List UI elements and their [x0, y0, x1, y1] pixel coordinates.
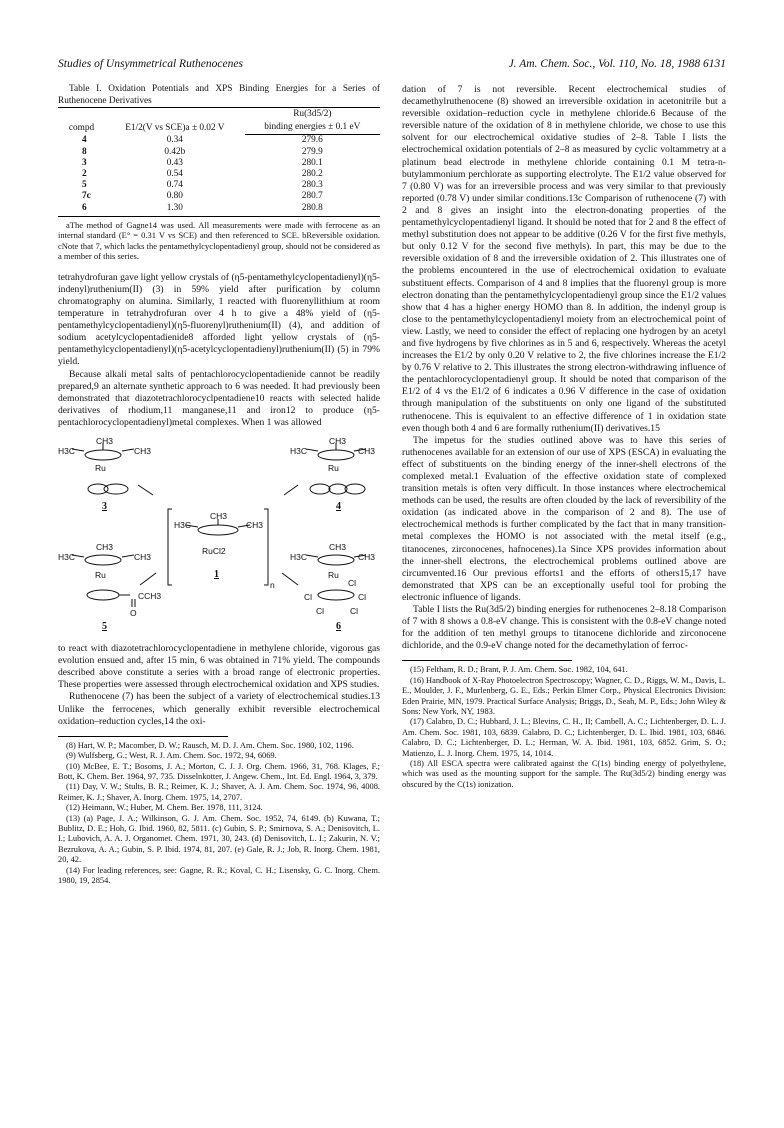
label-cl: Cl [350, 606, 359, 617]
label-h3c: H3C [290, 446, 308, 457]
label-ch3: CH3 [96, 436, 114, 447]
label-ch3: CH3 [96, 542, 114, 553]
cell-be: 280.3 [301, 180, 323, 191]
footnotes-right [402, 665, 726, 790]
cell-e: 0.43 [166, 157, 183, 168]
label-ch3: CH3 [329, 436, 347, 447]
label-h3c: H3C [58, 446, 76, 457]
footnote-rule [402, 660, 572, 661]
footnote: (16) Handbook of X-Ray Photoelectron Spectroscopy; Wagner, C. D., Riggs, W. M., Davis, L. E., Moulder, J. F., Murlenberg, G. E., Eds.; Perkin Elmer Corp., Physical Electronics Division: Eden Prairie, MN, 1979. Practical Surface Analysis; Briggs, D., Seah, M. P., Eds.; John Wiley & Sons: New York, NY, 1983. [402, 675, 726, 717]
label-ch3: CH3 [358, 552, 376, 563]
footnote: (15) Feltham, R. D.; Brant, P. J. Am. Chem. Soc. 1982, 104, 641. [410, 665, 628, 675]
label-ch3: CH3 [329, 542, 347, 553]
cell-be: 280.8 [245, 203, 380, 217]
label-ch3: CH3 [246, 520, 264, 531]
table-row [58, 191, 380, 202]
col-e12: E1/2(V vs SCE)a ± 0.02 V [105, 108, 245, 135]
footnote: (14) For leading references, see: Gagne, R. R.; Koval, C. H.; Lisensky, G. C. Inorg. Chem. 1980, 19, 2854. [58, 865, 380, 885]
table-caption: Table I. Oxidation Potentials and XPS Binding Energies for a Series of Ruthenocene Derivatives [58, 84, 380, 106]
label-h3c: H3C [174, 520, 192, 531]
label-ch3: CH3 [134, 552, 152, 563]
paragraph: to react with diazotetrachlorocyclopentadiene in methylene chloride, vigorous gas evolution ensued and, after 15 min, 6 was obtained in 71% yield. The compounds described above constitute a series with a broad range of electronic properties. These properties were assessed through electrochemical oxidation and XPS studies. [58, 643, 380, 691]
label-h3c: H3C [58, 552, 76, 563]
compound-number: 6 [336, 621, 341, 633]
footnotes-left [58, 741, 380, 887]
col-be: binding energies ± 0.1 eV [245, 121, 380, 135]
cell-compd: 3 [82, 157, 87, 168]
label-rucl2: RuCl2 [202, 546, 226, 557]
label-cl: Cl [316, 606, 325, 617]
cell-be: 280.7 [301, 191, 323, 202]
cell-e: 0.34 [166, 135, 183, 146]
label-ch3: CH3 [210, 511, 228, 522]
label-ch3: CH3 [134, 446, 152, 457]
footnote: (9) Wulfsberg, G.; West, R. J. Am. Chem. Soc. 1972, 94, 6069. [66, 751, 277, 761]
footnote-rule [58, 736, 228, 737]
col-compd: compd [58, 108, 105, 135]
label-ru: Ru [95, 463, 106, 474]
header-title: Studies of Unsymmetrical Ruthenocenes [58, 58, 243, 70]
paragraph: The impetus for the studies outlined above was to have this series of ruthenocenes available for an extension of our use of XPS (ESCA) in evaluating the effect of substituents on the binding energy of the inner-shell electrons of the complexed metal.1 Evaluation of the effective oxidation state of complexed transition metals is often very difficult. In those instances where electrochemical methods can be used, the results are often clouded by the lack of reversibility of the oxidation (as indicated above in the comparison of 2 and 8). The use of electrochemical methods is further complicated by the fact that in many transition-metal complexes the HOMO is not associated with the metal itself (e.g., titanocenes, zirconocenes, hafnocenes).1a Since XPS provides information about the inner-shell electrons, the electrochemical problems outlined above are circumvented.16 Our previous efforts1 and the efforts of others15,17 have demonstrated that XPS can be an exceptionally useful tool for probing the electronic influence of ligands. [402, 434, 726, 603]
footnote: (8) Hart, W. P.; Macomber, D. W.; Rausch, M. D. J. Am. Chem. Soc. 1980, 102, 1196. [66, 740, 354, 750]
cell-compd: 8 [82, 146, 87, 157]
label-h3c: H3C [290, 552, 308, 563]
footnote: (10) McBee, E. T.; Bosoms, J. A.; Morton, C. J. J. Org. Chem. 1966, 31, 768. Klages, F.; Bott, K. Chem. Ber. 1964, 97, 735. Disselnkotter, J. Angew. Chem., Int. Ed. Engl. 1964, 3, 379. [58, 761, 380, 781]
cell-compd: 4 [82, 135, 87, 146]
footnote: (18) All ESCA spectra were calibrated against the C(1s) binding energy of polyethylene, which was used as the mounting support for the sample. The Ru(3d5/2) binding energy was obscured by the C(1s) ionization. [402, 759, 726, 789]
cell-e: 0.54 [166, 169, 183, 180]
table-note: aThe method of Gagne14 was used. All measurements were made with ferrocene as an internal standard (E° = 0.31 V vs SCE) and then referenced to SCE. bReversible oxidation. cNote that 7, which lacks the pentamethylcyclopentadienyl group, should not be considered as a member of this series. [58, 219, 380, 262]
table-row [58, 203, 380, 217]
label-ru: Ru [328, 463, 339, 474]
footnote: (17) Calabro, D. C.; Hubbard, J. L.; Blevins, C. H., II; Cambell, A. C.; Lichtenberger, D. L. J. Am. Chem. Soc. 1981, 103, 6839. Calabro, D. C.; Lichtenberger, D. L. Ibid. 1981, 103, 6846. Calabro, D. C.; Lichtenberger, D. L.; Herman, W. A. Ibid. 1981, 103, 6852. Grim, S. O.; Matienzo, L. J. Inorg. Chem. 1975, 14, 1014. [402, 717, 726, 758]
table-row [58, 158, 380, 169]
cell-e: 0.42b [164, 146, 186, 157]
cell-be: 279.9 [301, 146, 323, 157]
compound-number: 1 [214, 569, 219, 581]
cell-compd: 5 [82, 180, 87, 191]
cell-be: 280.2 [301, 169, 323, 180]
table-row [58, 169, 380, 180]
paragraph: dation of 7 is not reversible. Recent electrochemical studies of decamethylruthenocene (8) showed an irreversible oxidation in acetonitrile but a reversible oxidation–reduction cycle in methylene chloride.6 Because of the reversible nature of the oxidation of 8 in methylene chloride, we chose to use this solvent for our electrochemical oxidative studies of 2–8. Table I lists the electrochemical oxidation potentials of 2–8 as measured by cyclic voltammetry at a platinum bead electrode in methylene chloride containing 0.1 M tetra-n-butylammonium perchlorate as supporting electrolyte. The E1/2 value observed for 7 (0.80 V) was for an irreversible process and was very similar to that previously reported (0.78 V) under similar conditions.13c Comparison of ruthenocene (7) with 2 and 8 gives an insight into the electron-donating properties of the pentamethylcyclopentadienyl ligand. It should be noted that for 2 and 8 the effect of methyl substitution does not appear to be additive (0.26 V for the first five methyls, but only 0.12 V for the second five methyls). In part, this may be due to the reversible oxidation of 8 and the irreversible oxidation of 2. This illustrates one of the problems encountered in the use of electrochemical oxidation to evaluate substituent effects. Comparison of 4 and 8 implies that the fluorenyl group is more electron donating than the pentamethylcyclopentadienyl group since the E1/2 values show that 4 has a higher energy HOMO than 8. In addition, the indenyl group is close to the pentamethylcyclopentadienyl moiety from an electrochemical point of view. Lastly, we need to consider the effect of replacing one hydrogen by an acetyl and five hydrogens by five chlorines as in 5 and 6, respectively. Whereas the acetyl increases the E1/2 by only 0.20 V relative to 2, the five chlorines increase the E1/2 by 0.76 V relative to 2. This illustrates the strong electron-withdrawing influence of the pentachlorocyclopentadienyl group. It should be noted that comparison of the E1/2 of 4 vs the E1/2 of 6 indicates a 0.96 V difference in the case of oxidation through manipulation of the substituents on only one ligand of the substituted ruthenocene. This is equivalent to an effective difference of 1 in oxidation state even though both 4 and 6 are formally ruthenium(II) derivatives.15 [402, 84, 726, 434]
cell-e: 0.80 [166, 191, 183, 202]
label-cch3: CCH3 [138, 591, 162, 602]
left-column [58, 84, 380, 886]
footnote: (13) (a) Page, J. A.; Wilkinson, G. J. Am. Chem. Soc. 1952, 74, 6149. (b) Kuwana, T.; Bublitz, D. E.; Hoh, G. Ibid. 1960, 82, 5811. (c) Gubin, S. P.; Smirnova, S. A.; Denisovitch, L. I.; Lubovich, A. A. J. Organomet. Chem. 1971, 30, 243. (d) Denisovitch, L. I.; Zakurin, N. V.; Bezrukova, A. A.; Gubin, S. P. Ibid. 1974, 81, 207. (e) Gale, R. J.; Job, R. Inorg. Chem. 1981, 20, 42. [58, 813, 380, 865]
label-n: n [270, 580, 275, 591]
paragraph: Ruthenocene (7) has been the subject of a variety of electrochemical studies.13 Unlike the ferrocenes, which generally exhibit reversible electrochemical oxidation–reduction cycles,14 the oxi- [58, 691, 380, 727]
paragraph: Table I lists the Ru(3d5/2) binding energies for ruthenocenes 2–8.18 Comparison of 7 with 8 shows a 0.8-eV change. This is consistent with the 0.8-eV change noted for the addition of ten methyl groups to titanocene dichloride and zirconocene dichloride, and the 0.9-eV change noted for the decamethylation of ferroc- [402, 604, 726, 652]
footnote: (11) Day, V. W.; Stults, B. R.; Reimer, K. J.; Shaver, A. J. Am. Chem. Soc. 1974, 96, 4008. Reimer, K. J.; Shaver, A. Inorg. Chem. 1975, 14, 2707. [58, 782, 380, 802]
cell-compd: 6 [58, 203, 105, 217]
compound-number: 4 [336, 501, 341, 513]
cell-be: 279.6 [301, 135, 323, 146]
compound-number: 3 [102, 501, 107, 513]
compound-number: 5 [102, 621, 107, 633]
paragraph: tetrahydrofuran gave light yellow crystals of (η5-pentamethylcyclopentadienyl)(η5-indenyl)ruthenium(II) (3) in 59% yield after purification by column chromatography on alumina. Similarly, 1 reacted with fluorenyllithium at room temperature in tetrahydrofuran over 4 h to give a 48% yield of (η5-pentamethylcyclopentadienyl)(η5-fluorenyl)ruthenium(II) (4), and addition of sodium acetylcyclopentadienide8 afforded light yellow crystals of (η5-pentamethylcyclopentadienyl)(η5-acetylcyclopentadienyl)ruthenium(II) (5) in 79% yield. [58, 271, 380, 368]
col-ru: Ru(3d5/2) [245, 108, 380, 122]
footnote: (12) Heimann, W.; Huber, M. Chem. Ber. 1978, 111, 3124. [66, 803, 263, 813]
label-cl: Cl [304, 592, 313, 603]
table-row [58, 135, 380, 147]
right-column [402, 84, 726, 790]
data-table [58, 107, 380, 217]
cell-e: 0.74 [166, 180, 183, 191]
cell-e: 1.30 [105, 203, 245, 217]
label-ru: Ru [328, 570, 339, 581]
cell-compd: 7c [82, 191, 91, 202]
table-row [58, 180, 380, 191]
paragraph: Because alkali metal salts of pentachlorocyclopentadienide cannot be readily prepared,9 an alternate synthetic approach to 6 was needed. It had previously been demonstrated that diazotetrachlorocyclpentadiene10 reacts with selected halide derivatives of rhodium,11 manganese,11 and iron12 to produce (η5-pentachlorocyclopentadienyl)metal complexes. When 1 was allowed [58, 368, 380, 428]
label-ch3: CH3 [358, 446, 376, 457]
label-cl: Cl [348, 578, 357, 589]
label-o: O [130, 608, 137, 619]
table-footnotes [58, 220, 380, 262]
cell-be: 280.1 [301, 157, 323, 168]
header-journal: J. Am. Chem. Soc., Vol. 110, No. 18, 1988 6131 [508, 58, 726, 70]
structure-scheme [58, 435, 380, 635]
cell-compd: 2 [82, 169, 87, 180]
label-ru: Ru [95, 570, 106, 581]
label-cl: Cl [358, 592, 367, 603]
table-row [58, 147, 380, 158]
